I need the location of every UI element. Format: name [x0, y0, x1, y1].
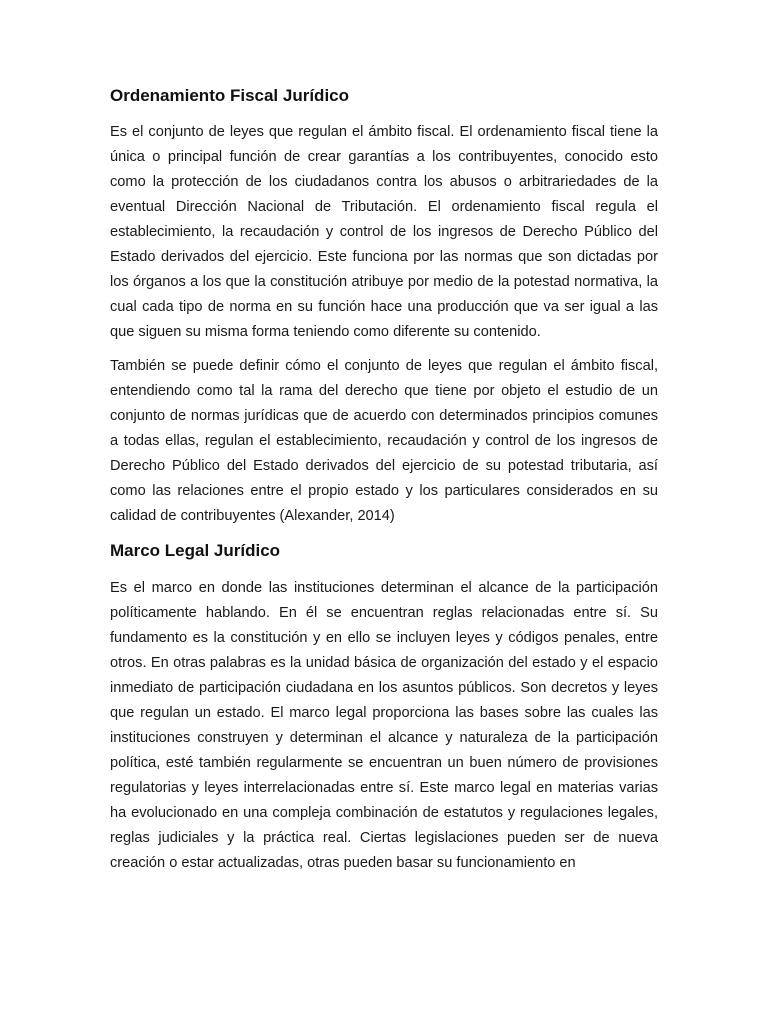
paragraph-ordenamiento-definition: Es el conjunto de leyes que regulan el ámbito fiscal. El ordenamiento fiscal tiene la única o principal función de crear garantías a los contribuyentes, conocido esto como la protección de los ciudadanos contra los abusos o arbitrariedades de la eventual Dirección Nacional de Tributación. El ordenamiento fiscal regula el establecimiento, la recaudación y control de los ingresos de Derecho Público del Estado derivados del ejercicio. Este funciona por las normas que son dictadas por los órganos a los que la constitución atribuye por medio de la potestad normativa, la cual cada tipo de norma en su función hace una producción que va ser igual a las que siguen su misma forma teniendo como diferente su contenido.: [110, 124, 658, 340]
document-body: [110, 83, 658, 876]
section-heading-ordenamiento-fiscal: Ordenamiento Fiscal Jurídico: [110, 86, 350, 105]
paragraph-ordenamiento-alternative-definition: También se puede definir cómo el conjunto de leyes que regulan el ámbito fiscal, entendiendo como tal la rama del derecho que tiene por objeto el estudio de un conjunto de normas jurídicas que de acuerdo con determinados principios comunes a todas ellas, regulan el establecimiento, recaudación y control de los ingresos de Derecho Público del Estado derivados del ejercicio de su potestad tributaria, así como las relaciones entre el propio estado y los particulares considerados en su calidad de contribuyentes (Alexander, 2014): [110, 358, 658, 524]
section-heading-marco-legal: Marco Legal Jurídico: [110, 541, 281, 560]
paragraph-marco-legal: Es el marco en donde las instituciones determinan el alcance de la participación políticamente hablando. En él se encuentran reglas relacionadas entre sí. Su fundamento es la constitución y en ello se incluyen leyes y códigos penales, entre otros. En otras palabras es la unidad básica de organización del estado y el espacio inmediato de participación ciudadana en los asuntos públicos. Son decretos y leyes que regulan un estado. El marco legal proporciona las bases sobre las cuales las instituciones construyen y determinan el alcance y naturaleza de la participación política, esté también regularmente se encuentran un buen número de provisiones regulatorias y leyes interrelacionadas entre sí. Este marco legal en materias varias ha evolucionado en una compleja combinación de estatutos y regulaciones legales, reglas judiciales y la práctica real. Ciertas legislaciones pueden ser de nueva creación o estar actualizadas, otras pueden basar su funcionamiento en: [110, 580, 658, 871]
